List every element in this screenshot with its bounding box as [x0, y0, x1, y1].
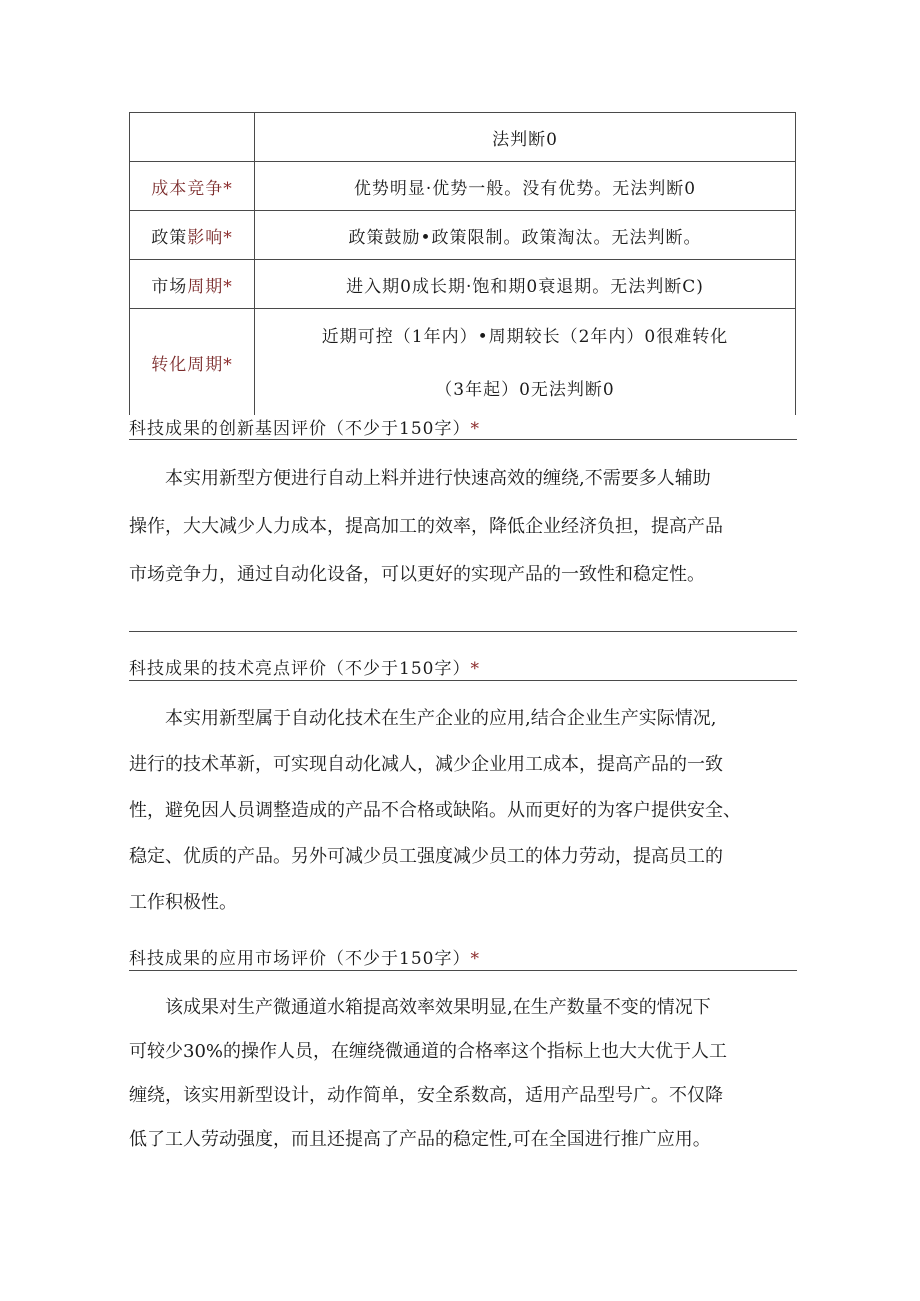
section-title-highlights — [129, 654, 480, 679]
required-mark: * — [223, 178, 233, 199]
section-title-text: 科技成果的应用市场评价（不少于150字） — [129, 949, 471, 969]
row-value-policy-impact: 政策鼓励•政策限制。政策淘汰。无法判断。 — [255, 211, 796, 260]
paragraph-line: 工作积极性。 — [129, 892, 237, 913]
paragraph-line: 可较少30%的操作人员，在缠绕微通道的合格率这个指标上也大大优于人工 — [129, 1041, 728, 1062]
label-text: 成本竞争 — [151, 178, 224, 199]
required-mark: * — [223, 276, 233, 297]
label-text: 政策 — [151, 227, 188, 248]
paragraph-line: 本实用新型属于自动化技术在生产企业的应用,结合企业生产实际情况, — [165, 708, 717, 729]
section-title-innovation — [129, 414, 480, 439]
section-rule — [129, 439, 797, 440]
required-mark: * — [470, 949, 480, 969]
paragraph-line: 本实用新型方便进行自动上料并进行快速高效的缠绕,不需要多人辅助 — [165, 468, 711, 489]
label-text-highlight: 影响 — [187, 227, 224, 248]
paragraph-line: 该成果对生产微通道水箱提高效率效果明显,在生产数量不变的情况下 — [165, 997, 711, 1018]
table-row — [130, 260, 796, 309]
paragraph-line: 稳定、优质的产品。另外可减少员工强度减少员工的体力劳动，提高员工的 — [129, 846, 723, 867]
required-mark: * — [470, 419, 480, 439]
table-row — [130, 113, 796, 162]
row-value-judgement: 法判断0 — [255, 113, 796, 162]
value-line: 近期可控（1年内）•周期较长（2年内）0很难转化 — [321, 327, 729, 347]
required-mark: * — [223, 227, 233, 248]
section-paragraph-highlights — [129, 696, 797, 926]
paragraph-line: 进行的技术革新，可实现自动化减人，减少企业用工成本，提高产品的一致 — [129, 754, 723, 775]
value-line: （3年起）0无法判断0 — [435, 380, 615, 400]
section-paragraph-market — [129, 986, 797, 1162]
paragraph-line: 市场竞争力，通过自动化设备，可以更好的实现产品的一致性和稳定性。 — [129, 564, 705, 585]
row-label-conversion-cycle — [130, 309, 255, 416]
section-paragraph-innovation — [129, 455, 797, 599]
row-label-market-cycle — [130, 260, 255, 309]
row-label-policy-impact — [130, 211, 255, 260]
section-title-market — [129, 944, 480, 969]
section-title-text: 科技成果的技术亮点评价（不少于150字） — [129, 659, 471, 679]
section-rule — [129, 631, 797, 632]
required-mark: * — [470, 659, 480, 679]
paragraph-line: 操作，大大减少人力成本，提高加工的效率，降低企业经济负担，提高产品 — [129, 516, 723, 537]
evaluation-table — [129, 112, 796, 415]
section-rule — [129, 680, 797, 681]
label-text: 市场 — [151, 276, 188, 297]
row-value-conversion-cycle — [255, 309, 796, 416]
paragraph-line: 低了工人劳动强度，而且还提高了产品的稳定性,可在全国进行推广应用。 — [129, 1129, 711, 1150]
required-mark: * — [223, 354, 233, 375]
section-rule — [129, 970, 797, 971]
row-value-market-cycle: 进入期0成长期·饱和期0衰退期。无法判断C) — [255, 260, 796, 309]
table-row — [130, 211, 796, 260]
section-title-text: 科技成果的创新基因评价（不少于150字） — [129, 419, 471, 439]
paragraph-line: 性，避免因人员调整造成的产品不合格或缺陷。从而更好的为客户提供安全、 — [129, 800, 741, 821]
row-label-empty — [130, 113, 255, 162]
label-text: 转化周期 — [151, 354, 224, 375]
table-row — [130, 162, 796, 211]
paragraph-line: 缠绕，该实用新型设计，动作简单，安全系数高，适用产品型号广。不仅降 — [129, 1085, 723, 1106]
label-text-highlight: 周期 — [187, 276, 224, 297]
row-label-cost-competition — [130, 162, 255, 211]
row-value-cost-competition: 优势明显·优势一般。没有优势。无法判断0 — [255, 162, 796, 211]
table-row — [130, 309, 796, 416]
